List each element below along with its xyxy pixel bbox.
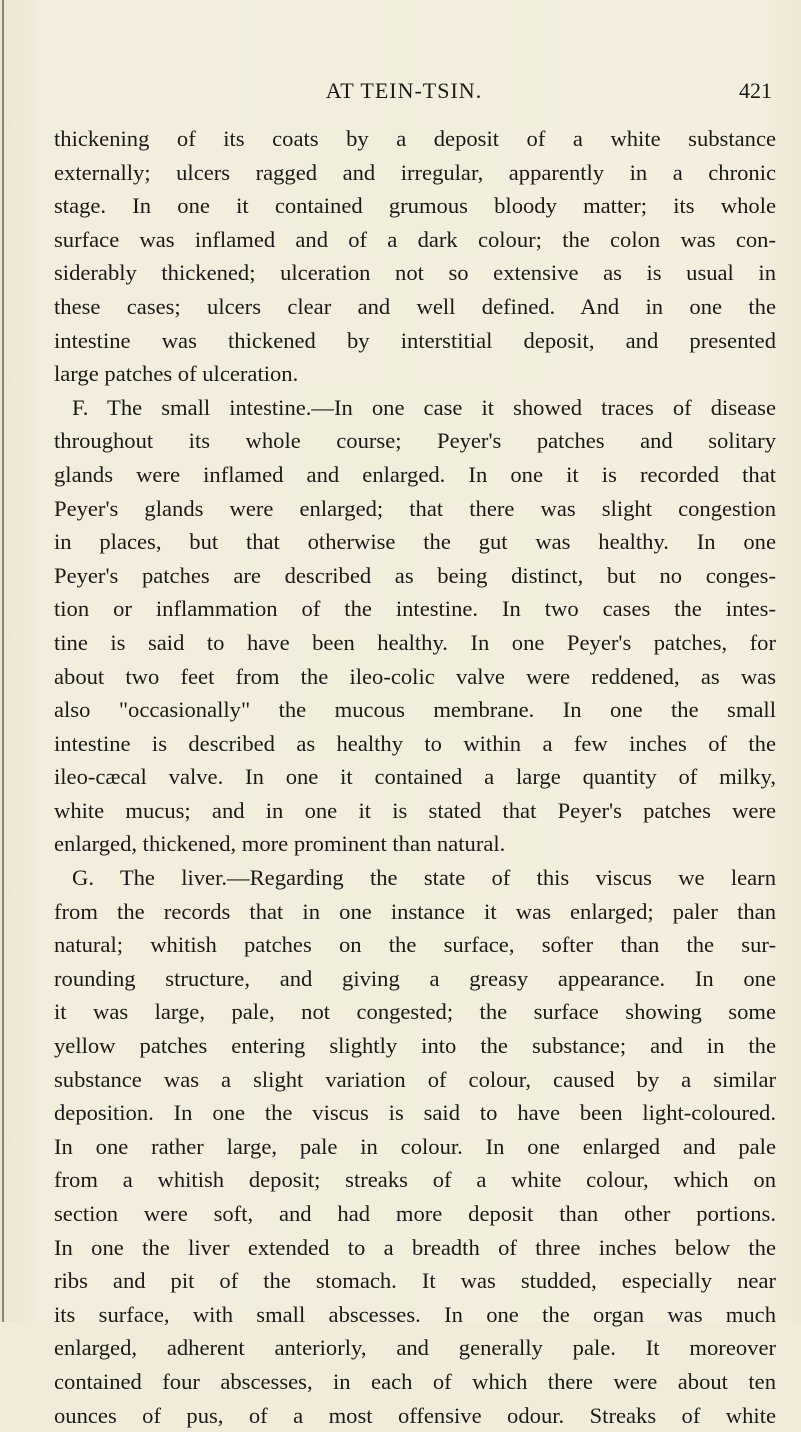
section-heading-line-liver: G. The liver.—Regarding the state of this viscus we learn (72, 865, 776, 891)
text-line: from a whitish deposit; streaks of a white colour, which on (54, 1167, 776, 1193)
text-line: intestine was thickened by interstitial deposit, and presented (54, 327, 776, 353)
text-line: ileo-cæcal valve. In one it contained a large quantity of milky, (54, 764, 776, 790)
page-gutter-edge (2, 0, 4, 1322)
text-line: Peyer's glands were enlarged; that there was slight congestion (54, 495, 776, 521)
text-line: yellow patches entering slightly into the substance; and in the (54, 1033, 776, 1059)
text-line: its surface, with small abscesses. In one the organ was much (54, 1301, 776, 1327)
text-line: white mucus; and in one it is stated that Peyer's patches were (54, 797, 776, 823)
text-line: In one rather large, pale in colour. In one enlarged and pale (54, 1133, 776, 1159)
running-title: AT TEIN-TSIN. (325, 78, 483, 103)
text-line: stage. In one it contained grumous bloody matter; its whole (54, 193, 776, 219)
text-line: intestine is described as healthy to within a few inches of the (54, 730, 776, 756)
text-line: ribs and pit of the stomach. It was studded, especially near (54, 1268, 776, 1294)
text-line: Peyer's patches are described as being distinct, but no conges- (54, 562, 776, 588)
text-line: natural; whitish patches on the surface, softer than the sur- (54, 932, 776, 958)
page-number: 421 (739, 78, 772, 103)
text-line: ounces of pus, of a most offensive odour. Streaks of white (54, 1402, 776, 1428)
text-line: thickening of its coats by a deposit of a white substance (54, 126, 776, 151)
text-line: deposition. In one the viscus is said to have been light-coloured. (54, 1100, 776, 1126)
text-line: section were soft, and had more deposit than other portions. (54, 1201, 776, 1226)
text-line: throughout its whole course; Peyer's patches and solitary (54, 428, 776, 454)
text-line: in places, but that otherwise the gut was healthy. In one (54, 529, 776, 555)
text-line: tine is said to have been healthy. In one Peyer's patches, for (54, 629, 776, 655)
body-text (54, 122, 776, 1432)
page-header (36, 78, 772, 114)
text-line: contained four abscesses, in each of which there were about ten (54, 1368, 776, 1394)
text-line: also "occasionally" the mucous membrane. In one the small (54, 697, 776, 723)
text-line: tion or inflammation of the intestine. In two cases the intes- (54, 596, 776, 622)
text-line: externally; ulcers ragged and irregular, apparently in a chronic (54, 159, 776, 185)
text-line: glands were inflamed and enlarged. In one it is recorded that (54, 461, 776, 487)
text-line: substance was a slight variation of colour, caused by a similar (54, 1066, 776, 1092)
text-line: large patches of ulceration. (54, 361, 299, 387)
text-line: about two feet from the ileo-colic valve were reddened, as was (54, 663, 776, 689)
text-line: these cases; ulcers clear and well defined. And in one the (54, 293, 776, 319)
section-heading-line-small-intestine: F. The small intestine.—In one case it showed traces of disease (72, 394, 776, 420)
text-line: from the records that in one instance it was enlarged; paler than (54, 898, 776, 924)
text-line: rounding structure, and giving a greasy appearance. In one (54, 965, 776, 991)
text-line: siderably thickened; ulceration not so extensive as is usual in (54, 260, 776, 286)
text-line: surface was inflamed and of a dark colour; the colon was con- (54, 226, 776, 252)
text-line: enlarged, adherent anteriorly, and generally pale. It moreover (54, 1335, 776, 1361)
text-line: In one the liver extended to a breadth of three inches below the (54, 1234, 776, 1260)
text-line: it was large, pale, not congested; the surface showing some (54, 999, 776, 1025)
text-line: enlarged, thickened, more prominent than natural. (54, 831, 506, 857)
